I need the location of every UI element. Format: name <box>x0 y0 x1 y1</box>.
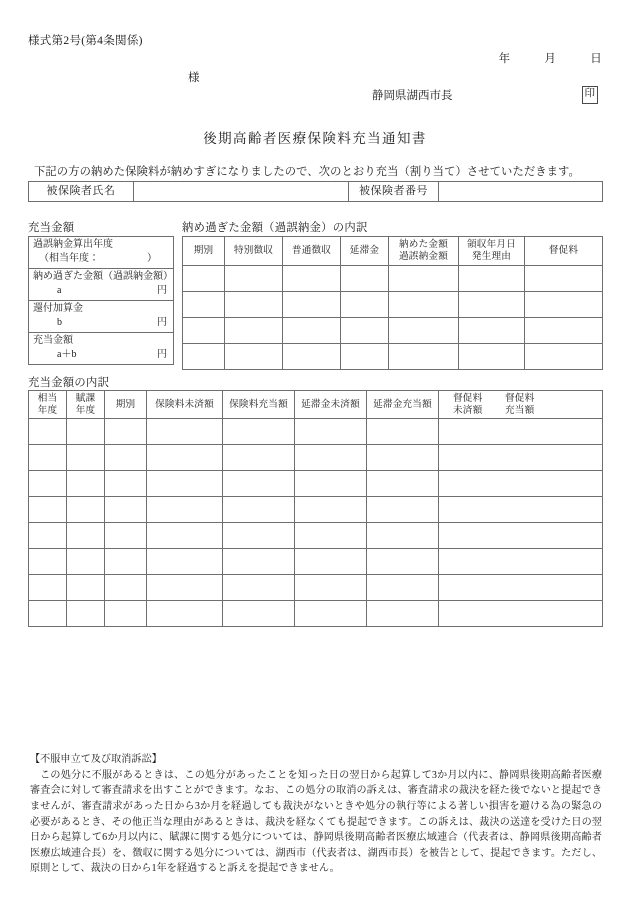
cell[interactable] <box>147 497 223 523</box>
col-header-delinquency-unpaid <box>295 391 367 419</box>
cell[interactable] <box>29 523 67 549</box>
dunning-allocated-line1: 督促料 <box>505 393 535 404</box>
addressee-honorific: 様 <box>188 72 200 84</box>
overpayment-breakdown-table <box>182 236 603 370</box>
cell[interactable] <box>439 445 603 471</box>
cell[interactable] <box>439 549 603 575</box>
cell[interactable] <box>67 419 105 445</box>
allocation-detail-table <box>28 390 603 627</box>
issuer-name: 静岡県湖西市長 <box>372 89 453 102</box>
cell[interactable] <box>459 266 525 292</box>
cell[interactable] <box>367 575 439 601</box>
table-row <box>29 182 603 202</box>
col-header-period <box>105 391 147 419</box>
cell[interactable] <box>295 523 367 549</box>
table-header-row <box>29 391 603 419</box>
cell[interactable] <box>183 318 225 344</box>
summary-symbol: b <box>57 316 62 328</box>
table-row <box>29 601 603 627</box>
cell[interactable] <box>295 471 367 497</box>
summary-row-fiscal-year <box>29 237 174 269</box>
cell[interactable] <box>459 344 525 370</box>
page-title: 後期高齢者医療保険料充当通知書 <box>203 131 427 146</box>
cell[interactable] <box>525 292 603 318</box>
table-row <box>29 575 603 601</box>
table-header-row <box>183 237 603 266</box>
summary-unit: 円 <box>157 348 167 360</box>
cell[interactable] <box>295 549 367 575</box>
cell[interactable] <box>283 318 341 344</box>
table-row <box>29 269 174 301</box>
cell[interactable] <box>67 549 105 575</box>
summary-label: 過誤納金算出年度 <box>33 239 113 250</box>
cell[interactable] <box>29 549 67 575</box>
dunning-allocated-line2: 充当額 <box>505 404 535 416</box>
header-line1: 保険料充当額 <box>229 398 288 410</box>
cell[interactable] <box>223 445 295 471</box>
cell[interactable] <box>105 497 147 523</box>
cell[interactable] <box>439 471 603 497</box>
col-header-applicable-year <box>29 391 67 419</box>
cell[interactable] <box>389 292 459 318</box>
col-header-levy-year <box>67 391 105 419</box>
cell[interactable] <box>283 344 341 370</box>
cell[interactable] <box>29 497 67 523</box>
cell[interactable] <box>341 292 389 318</box>
cell[interactable] <box>223 497 295 523</box>
cell[interactable] <box>147 419 223 445</box>
cell[interactable] <box>367 549 439 575</box>
cell[interactable] <box>439 601 603 627</box>
header-line1: 延滞金未済額 <box>301 398 360 410</box>
cell[interactable] <box>367 497 439 523</box>
table-row <box>29 237 174 269</box>
lead-paragraph: 下記の方の納めた保険料が納めすぎになりましたので、次のとおり充当（割り当て）させていただきます。 <box>34 166 580 178</box>
summary-sub-open: （相当年度： <box>39 252 99 264</box>
col-header-premium-allocated <box>223 391 295 419</box>
table-row <box>29 523 603 549</box>
cell[interactable] <box>29 601 67 627</box>
dunning-unpaid-line2: 未済額 <box>453 404 483 416</box>
legal-notice <box>30 752 602 877</box>
header-line1: 督促料 <box>548 245 579 256</box>
cell[interactable] <box>439 419 603 445</box>
summary-label: 還付加算金 <box>33 303 83 314</box>
table-row <box>183 344 603 370</box>
cell[interactable] <box>67 523 105 549</box>
cell[interactable] <box>295 575 367 601</box>
cell[interactable] <box>295 601 367 627</box>
cell[interactable] <box>67 575 105 601</box>
cell[interactable] <box>223 601 295 627</box>
table-row <box>183 318 603 344</box>
cell[interactable] <box>367 445 439 471</box>
legal-notice-body: この処分に不服があるときは、この処分があったことを知った日の翌日から起算して3か月以内に、静岡県後期高齢者医療審査会に対して審査請求を出すことができます。なお、この処分の取消の訴えは、審査請求の裁決を経た後でないと提起できませんが、審査請求があった日から3か月を経過しても裁決がないときや処分の執行等による著しい損害を避ける為の緊急の必要があるとき、その他正当な理由があるときは、裁決を経なくても提起できます。この訴えは、裁決の送達を受けた日の翌日から起算して6か月以内に、賦課に関する処分については、静岡県後期高齢者医療広域連合（代表者は、静岡県後期高齢者医療広域連合長）を、徴収に関する処分については、湖西市（代表者は、湖西市長）を被告として、提起できます。ただし、原則として、裁決の日から1年を経過すると訴えを提起できません。 <box>30 769 602 875</box>
cell[interactable] <box>147 575 223 601</box>
cell[interactable] <box>147 549 223 575</box>
cell[interactable] <box>105 471 147 497</box>
header-line1: 賦課 <box>75 393 96 404</box>
insured-person-table <box>28 181 603 202</box>
col-header-dunning-fees <box>439 391 603 419</box>
table-row <box>29 419 603 445</box>
cell[interactable] <box>223 419 295 445</box>
cell[interactable] <box>223 549 295 575</box>
date-year-label: 年 <box>498 53 511 65</box>
cell[interactable] <box>389 344 459 370</box>
summary-row-overpaid-amount <box>29 269 174 301</box>
cell[interactable] <box>341 344 389 370</box>
summary-label: 充当金額 <box>33 335 73 346</box>
table-row <box>29 301 174 333</box>
table-row <box>29 333 174 365</box>
cell[interactable] <box>367 419 439 445</box>
summary-label: 納め過ぎた金額（過誤納金額） <box>33 271 173 282</box>
summary-fiscal-year-field[interactable] <box>33 253 169 266</box>
dunning-unpaid-line1: 督促料 <box>453 393 483 404</box>
header-line1: 相当 <box>37 393 58 404</box>
allocation-summary-caption: 充当金額 <box>28 222 75 234</box>
col-header-special-levy <box>225 237 283 266</box>
issuer-row <box>372 86 602 104</box>
summary-value-a[interactable] <box>33 285 169 298</box>
cell[interactable] <box>525 318 603 344</box>
cell[interactable] <box>225 318 283 344</box>
cell[interactable] <box>283 292 341 318</box>
header-line2: 年度 <box>37 404 58 416</box>
table-row <box>29 471 603 497</box>
summary-unit: 円 <box>157 284 167 296</box>
table-row <box>183 292 603 318</box>
summary-value-b[interactable] <box>33 317 169 330</box>
cell[interactable] <box>67 601 105 627</box>
cell[interactable] <box>389 318 459 344</box>
cell[interactable] <box>341 318 389 344</box>
cell[interactable] <box>439 523 603 549</box>
cell[interactable] <box>223 523 295 549</box>
cell[interactable] <box>225 344 283 370</box>
cell[interactable] <box>147 523 223 549</box>
date-month-label: 月 <box>544 53 557 65</box>
col-header-delinquency-allocated <box>367 391 439 419</box>
summary-unit: 円 <box>157 316 167 328</box>
form-number: 様式第2号(第4条関係) <box>28 35 143 47</box>
cell[interactable] <box>459 292 525 318</box>
header-line2: 発生理由 <box>471 251 512 262</box>
cell[interactable] <box>341 266 389 292</box>
cell[interactable] <box>29 419 67 445</box>
insured-name-value[interactable] <box>134 182 349 202</box>
header-line1: 保険料未済額 <box>155 398 214 410</box>
insured-name-label: 被保険者氏名 <box>29 182 134 202</box>
cell[interactable] <box>223 471 295 497</box>
header-line1: 期別 <box>193 245 214 256</box>
header-line1: 延滞金 <box>349 245 380 256</box>
cell[interactable] <box>525 266 603 292</box>
col-header-paid-amount <box>389 237 459 266</box>
cell[interactable] <box>225 266 283 292</box>
cell[interactable] <box>367 471 439 497</box>
cell[interactable] <box>105 601 147 627</box>
cell[interactable] <box>105 445 147 471</box>
table-row <box>29 549 603 575</box>
summary-symbol: a <box>57 284 62 296</box>
cell[interactable] <box>67 497 105 523</box>
cell[interactable] <box>147 445 223 471</box>
header-line1: 領収年月日 <box>467 239 516 251</box>
cell[interactable] <box>295 497 367 523</box>
cell[interactable] <box>29 575 67 601</box>
insured-number-value[interactable] <box>439 182 603 202</box>
cell[interactable] <box>295 445 367 471</box>
cell[interactable] <box>67 445 105 471</box>
cell[interactable] <box>439 497 603 523</box>
table-row <box>29 445 603 471</box>
cell[interactable] <box>183 266 225 292</box>
col-header-period <box>183 237 225 266</box>
cell[interactable] <box>225 292 283 318</box>
cell[interactable] <box>283 266 341 292</box>
header-line2: 過誤納金額 <box>399 251 448 262</box>
cell[interactable] <box>183 344 225 370</box>
allocation-summary-table <box>28 236 174 365</box>
cell[interactable] <box>459 318 525 344</box>
insured-number-label: 被保険者番号 <box>349 182 439 202</box>
cell[interactable] <box>67 471 105 497</box>
col-header-delinquency <box>341 237 389 266</box>
cell[interactable] <box>147 471 223 497</box>
header-line1: 普通徴収 <box>291 245 332 256</box>
header-line1: 特別徴収 <box>233 245 274 256</box>
summary-value-total[interactable] <box>33 349 169 362</box>
header-line2: 年度 <box>75 404 96 416</box>
col-header-receipt-date <box>459 237 525 266</box>
table-row <box>29 497 603 523</box>
cell[interactable] <box>105 523 147 549</box>
table-row <box>183 266 603 292</box>
seal-stamp-icon: 印 <box>582 86 599 104</box>
header-line1: 延滞金充当額 <box>373 398 432 410</box>
header-line1: 期別 <box>115 398 136 410</box>
summary-sub-close: ） <box>147 252 157 264</box>
date-day-label: 日 <box>590 53 602 65</box>
cell[interactable] <box>105 549 147 575</box>
cell[interactable] <box>105 419 147 445</box>
col-header-ordinary-levy <box>283 237 341 266</box>
cell[interactable] <box>389 266 459 292</box>
cell[interactable] <box>367 523 439 549</box>
issue-date-line <box>499 50 602 66</box>
overpayment-table-caption: 納め過ぎた金額（過誤納金）の内訳 <box>182 222 368 234</box>
cell[interactable] <box>439 575 603 601</box>
allocation-detail-caption: 充当金額の内訳 <box>28 377 110 389</box>
legal-notice-title: 【不服申立て及び取消訴訟】 <box>30 754 162 765</box>
col-header-dunning-fee <box>525 237 603 266</box>
cell[interactable] <box>525 344 603 370</box>
cell[interactable] <box>223 575 295 601</box>
cell[interactable] <box>183 292 225 318</box>
cell[interactable] <box>147 601 223 627</box>
cell[interactable] <box>295 419 367 445</box>
col-header-premium-unpaid <box>147 391 223 419</box>
summary-symbol: a＋b <box>57 348 77 360</box>
cell[interactable] <box>29 445 67 471</box>
summary-row-total <box>29 333 174 365</box>
header-line1: 納めた金額 <box>399 239 448 251</box>
summary-row-refund-addition <box>29 301 174 333</box>
cell[interactable] <box>105 575 147 601</box>
cell[interactable] <box>29 471 67 497</box>
cell[interactable] <box>367 601 439 627</box>
